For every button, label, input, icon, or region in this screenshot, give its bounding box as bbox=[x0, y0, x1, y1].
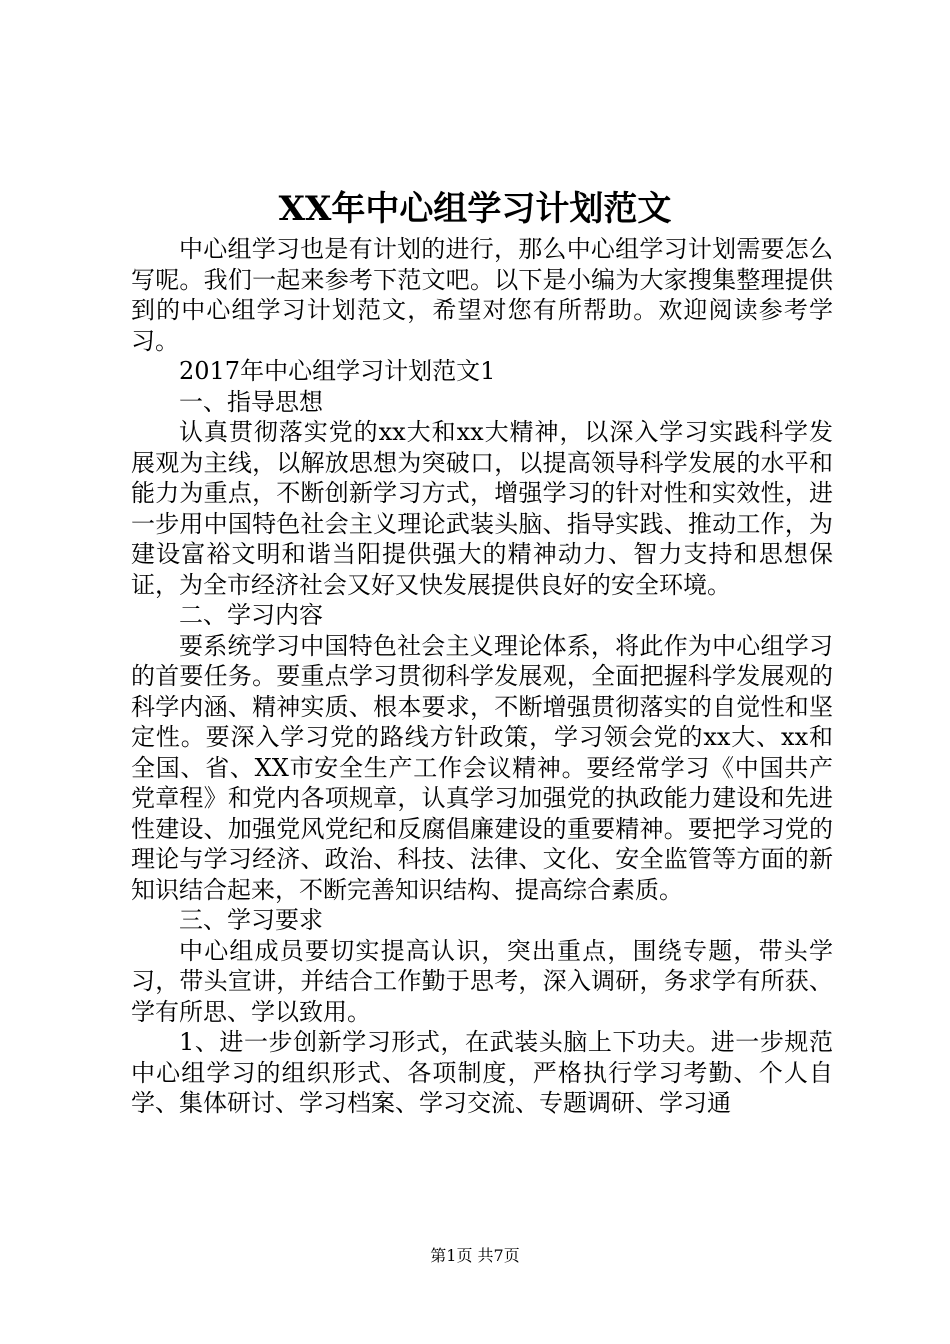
document-body bbox=[131, 234, 833, 1119]
heading-study-requirements: 三、学习要求 bbox=[179, 906, 323, 934]
intro-paragraph: 中心组学习也是有计划的进行，那么中心组学习计划需要怎么写呢。我们一起来参考下范文吧。以下是小编为大家搜集整理提供到的中心组学习计划范文，希望对您有所帮助。欢迎阅读参考学习。 bbox=[131, 235, 833, 355]
paragraph-study-content: 要系统学习中国特色社会主义理论体系，将此作为中心组学习的首要任务。要重点学习贯彻科学发展观，全面把握科学发展观的科学内涵、精神实质、根本要求，不断增强贯彻落实的自觉性和坚定性。要深入学习党的路线方针政策，学习领会党的xx大、xx和全国、省、XX市安全生产工作会议精神。要经常学习《中国共产党章程》和党内各项规章，认真学习加强党的执政能力建设和先进性建设、加强党风党纪和反腐倡廉建设的重要精神。要把学习党的理论与学习经济、政治、科技、法律、文化、安全监管等方面的新知识结合起来，不断完善知识结构、提高综合素质。 bbox=[131, 631, 833, 904]
document-title: XX年中心组学习计划范文 bbox=[278, 189, 672, 229]
page-number-footer: 第1页 共7页 bbox=[430, 1246, 520, 1265]
heading-study-content: 二、学习内容 bbox=[179, 601, 323, 629]
heading-guiding-thought: 一、指导思想 bbox=[179, 387, 323, 416]
paragraph-guiding-thought: 认真贯彻落实党的xx大和xx大精神，以深入学习实践科学发展观为主线，以解放思想为突破口，以提高领导科学发展的水平和能力为重点，不断创新学习方式，增强学习的针对性和实效性，进一步用中国特色社会主义理论武装头脑、指导实践、推动工作，为建设富裕文明和谐当阳提供强大的精神动力、智力支持和思想保证，为全市经济社会又好又快发展提供良好的安全环境。 bbox=[131, 418, 833, 599]
section-title: 2017年中心组学习计划范文1 bbox=[179, 357, 496, 385]
paragraph-item-1: 1、进一步创新学习形式，在武装头脑上下功夫。进一步规范中心组学习的组织形式、各项制度，严格执行学习考勤、个人自学、集体研讨、学习档案、学习交流、专题调研、学习通 bbox=[131, 1028, 833, 1117]
paragraph-study-requirements: 中心组成员要切实提高认识，突出重点，围绕专题，带头学习，带头宣讲，并结合工作勤于思考，深入调研，务求学有所获、学有所思、学以致用。 bbox=[131, 936, 833, 1026]
